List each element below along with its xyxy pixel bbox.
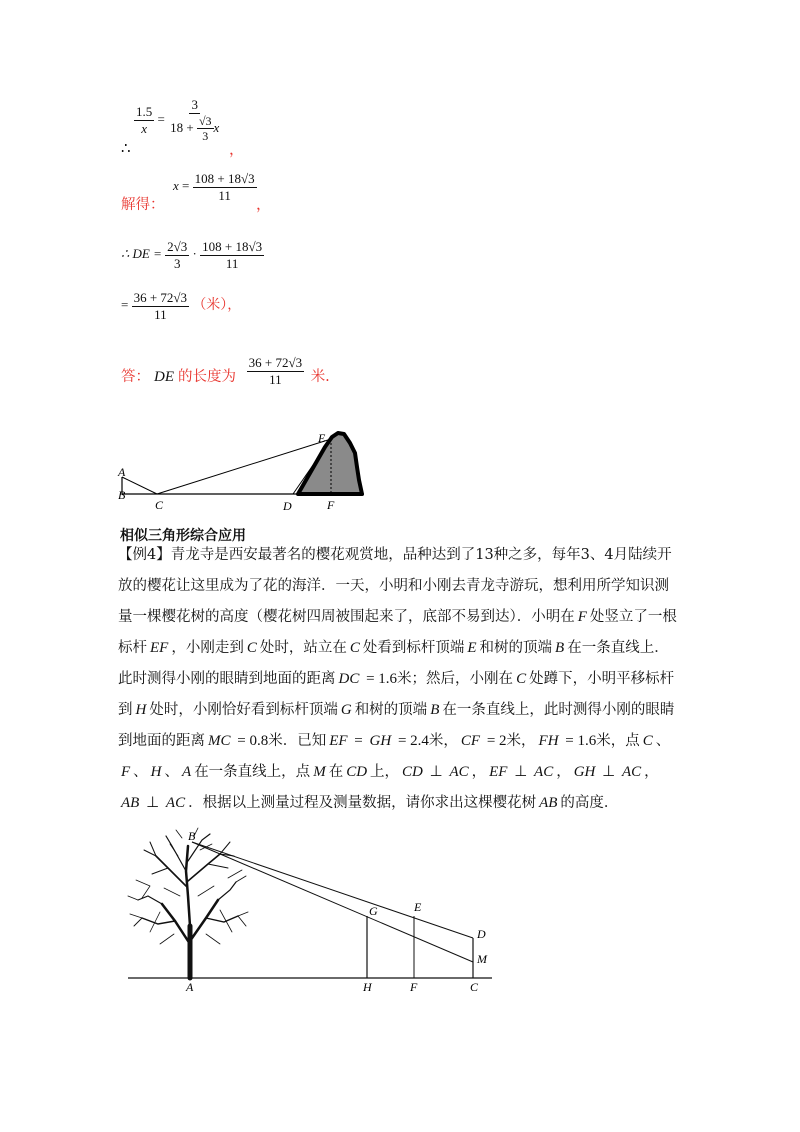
math-variable: DC [338, 671, 360, 687]
text-segment: ，小刚走到 [171, 640, 244, 656]
text-segment: 米， [428, 733, 458, 749]
math-variable: AC [534, 764, 554, 780]
math-expression: = 0.8 [233, 733, 269, 749]
math-variable: C [349, 640, 360, 656]
math-variable: GH [573, 764, 596, 780]
math-expression: ⊥ [142, 795, 163, 811]
label-e: E [318, 431, 326, 445]
math-variable: E [467, 640, 477, 656]
text-segment: ， [556, 764, 571, 780]
text-segment: 的高度． [560, 795, 619, 811]
math-expression: ⊥ [425, 764, 447, 780]
math-expression: = 1.6 [362, 671, 398, 687]
text-segment: 米， [506, 733, 536, 749]
math-variable: H [135, 702, 147, 718]
label-c: C [470, 980, 479, 994]
text-segment: 处时，站立在 [259, 640, 347, 656]
equation-4: = $\frac{36 + 72√3}{11}$ （米）， [121, 290, 241, 322]
equation-2: x = $\frac{108 + 18√3}{11}$ [173, 171, 255, 203]
math-variable: C [516, 671, 527, 687]
math-variable: MC [208, 733, 231, 749]
math-variable: A [182, 764, 192, 780]
label-c: C [155, 498, 164, 512]
text-segment: ， [644, 764, 659, 780]
math-variable: G [340, 702, 352, 718]
label-d: D [283, 499, 292, 513]
math-variable: C [246, 640, 257, 656]
text-segment: 青龙寺是西安最著名的樱花观赏地，品种达到了13种之多，每年3、4月陆续开放的樱花让这里成为了花的海洋．一天，小明和小刚去青龙寺游玩，想利用所学知识测量一棵樱花树的高度（樱花树四周被围起来了，底部不易到达）．小明在 [118, 547, 672, 625]
math-variable: FH [538, 733, 559, 749]
math-variable: EF [150, 640, 169, 656]
label-f: F [327, 498, 335, 512]
math-variable: AC [165, 795, 186, 811]
text-segment: 在一条直线上，点 [194, 764, 311, 780]
math-expression: = 2.4 [394, 733, 429, 749]
label-b: B [118, 488, 126, 502]
label-a: A [186, 980, 194, 994]
therefore-symbol: ∴ [121, 139, 131, 157]
text-segment: 、 [164, 764, 180, 780]
text-segment: 和树的顶端 [479, 640, 553, 656]
text-segment: 在一条直线上，此时测得小刚的眼睛到地面的距离 [118, 702, 675, 749]
label-m: M [477, 952, 487, 966]
text-segment: 、 [655, 733, 671, 749]
section-heading: 相似三角形综合应用 [120, 528, 246, 544]
label-a: A [118, 465, 126, 479]
text-segment: 和树的顶端 [354, 702, 428, 718]
math-expression: ⊥ [510, 764, 532, 780]
text-segment: ．根据以上测量过程及测量数据，请你求出这棵樱花树 [188, 795, 537, 811]
math-variable: AC [621, 764, 642, 780]
mountain-shape [298, 433, 362, 494]
text-segment: 米．已知 [268, 733, 327, 749]
text-segment: 处蹲下，小明平移标杆到 [118, 671, 675, 718]
label-h: H [363, 980, 372, 994]
math-variable: B [430, 702, 440, 718]
label-e: E [414, 900, 422, 914]
example-text [118, 547, 677, 811]
label-b: B [188, 829, 196, 843]
math-expression: = 1.6 [561, 733, 597, 749]
math-variable: CF [460, 733, 481, 749]
label-g: G [369, 904, 378, 918]
example-tag: 【例4】 [118, 547, 171, 563]
math-variable: AC [449, 764, 469, 780]
math-variable: M [313, 764, 326, 780]
comma: ， [256, 195, 272, 213]
example-4-paragraph [118, 540, 678, 819]
label-d: D [477, 927, 486, 941]
solve-label: 解得： [121, 197, 165, 213]
math-expression: = [350, 733, 367, 749]
text-segment: 米；然后，小刚在 [397, 671, 514, 687]
sight-line-bm [192, 842, 473, 962]
math-expression: = 2 [483, 733, 507, 749]
text-segment: 在 [328, 764, 344, 780]
math-variable: AB [121, 795, 140, 811]
figure-2-tree-diagram [120, 826, 510, 996]
text-segment: 处看到标杆顶端 [362, 640, 465, 656]
sight-line-bd [192, 842, 473, 938]
answer-line: 答： DE 的长度为 $\frac{36 + 72√3}{11}$ 米. [121, 355, 330, 387]
math-expression: ⊥ [598, 764, 619, 780]
text-segment: 处竖立了一根标杆 [118, 609, 677, 656]
text-segment: 处时，小刚恰好看到标杆顶端 [149, 702, 338, 718]
math-variable: B [555, 640, 565, 656]
tree-icon [128, 828, 248, 978]
math-variable: H [150, 764, 162, 780]
equation-3: ∴ DE = $\frac{2√3}{3}$ · $\frac{108 + 18√3}{11}$ [121, 239, 263, 271]
math-variable: CD [402, 764, 423, 780]
text-segment: 上， [370, 764, 400, 780]
math-variable: C [642, 733, 653, 749]
math-variable: EF [489, 764, 508, 780]
text-segment: 米，点 [596, 733, 640, 749]
figure-1-mountain-diagram [110, 425, 380, 515]
math-variable: EF [329, 733, 348, 749]
comma: ， [229, 140, 245, 158]
text-segment: 、 [133, 764, 148, 780]
math-variable: CD [346, 764, 368, 780]
label-f: F [410, 980, 418, 994]
sight-line-ac [122, 477, 157, 494]
math-variable: AB [539, 795, 558, 811]
text-segment: 在一条直线上．此时测得小刚的眼睛到地面的距离 [118, 640, 669, 687]
math-variable: GH [369, 733, 392, 749]
math-variable: F [577, 609, 587, 625]
equation-1: $\frac{1.5}{x}$ = 3 18 + $\frac{√3}{3}$ x [136, 97, 220, 144]
text-segment: ， [471, 764, 487, 780]
math-variable: F [121, 764, 131, 780]
